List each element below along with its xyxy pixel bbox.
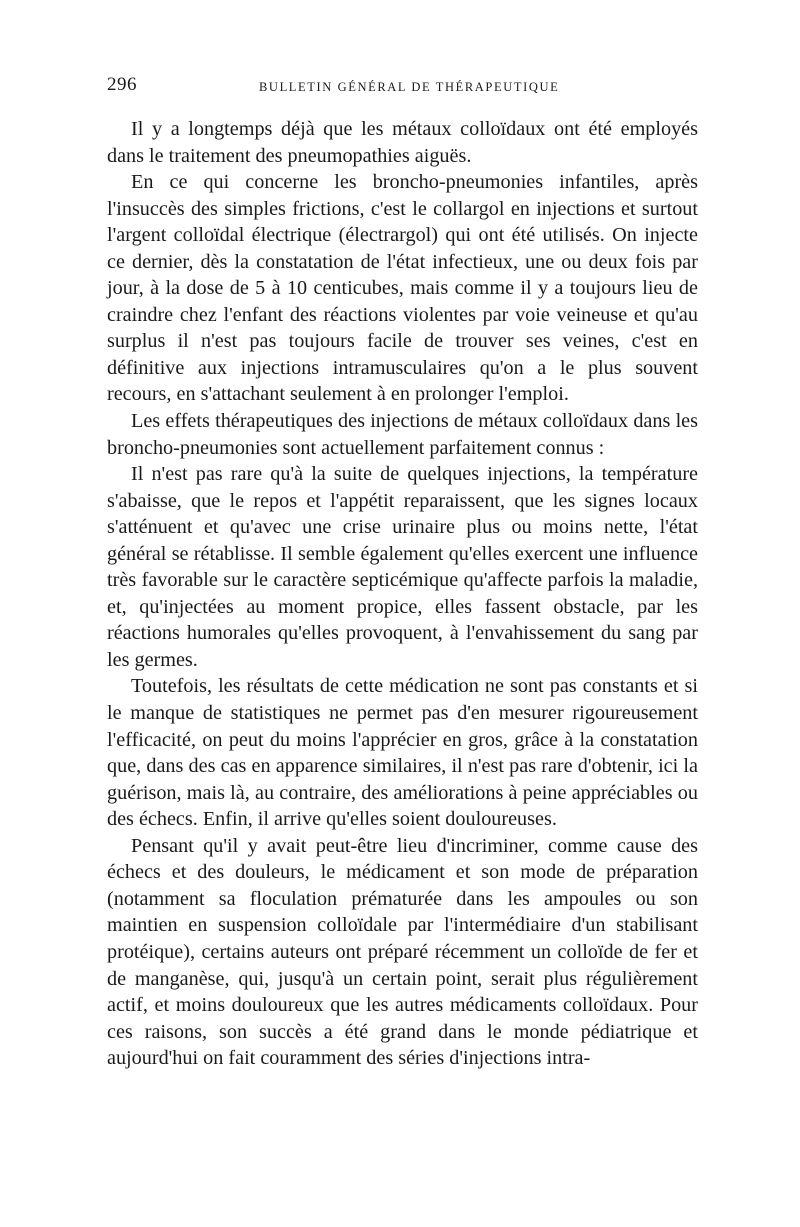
paragraph: Toutefois, les résultats de cette médication ne sont pas constants et si le manque de statistiques ne permet pas d'en mesurer rigoureusement l'efficacité, on peut du moins l'apprécier en gros, grâce à la constatation que, dans des cas en apparence similaires, il n'est pas rare d'obtenir, ici la guérison, mais là, au contraire, des améliorations à peine appréciables ou des échecs. Enfin, il arrive qu'elles soient douloureuses.	[107, 675, 698, 831]
page-number: 296	[107, 74, 137, 95]
page-header	[107, 72, 698, 102]
body-text	[107, 116, 698, 1072]
document-page	[107, 72, 698, 1072]
paragraph: Il n'est pas rare qu'à la suite de quelques injections, la température s'abaisse, que le repos et l'appétit reparaissent, que les signes locaux s'atténuent et qu'avec une crise urinaire plus ou moins nette, l'état général se rétablisse. Il semble également qu'elles exercent une influence très favorable sur le caractère septicémique qu'affecte parfois la maladie, et, qu'injectées au moment propice, elles fassent obstacle, par les réactions humorales qu'elles provoquent, à l'envahissement du sang par les germes.	[107, 463, 698, 671]
paragraph: Les effets thérapeutiques des injections de métaux colloïdaux dans les broncho-pneumonies sont actuellement parfaitement connus :	[107, 410, 698, 459]
paragraph: Il y a longtemps déjà que les métaux colloïdaux ont été employés dans le traitement des pneumopathies aiguës.	[107, 118, 698, 167]
running-title: BULLETIN GÉNÉRAL DE THÉRAPEUTIQUE	[259, 80, 560, 94]
paragraph: Pensant qu'il y avait peut-être lieu d'incriminer, comme cause des échecs et des douleurs, le médicament et son mode de préparation (notamment sa floculation prématurée dans les ampoules ou son maintien en suspension colloïdale par l'intermédiaire d'un stabilisant protéique), certains auteurs ont préparé récemment un colloïde de fer et de manganèse, qui, jusqu'à un certain point, serait plus régulièrement actif, et moins douloureux que les autres médicaments colloïdaux. Pour ces raisons, son succès a été grand dans le monde pédiatrique et aujourd'hui on fait couramment des séries d'injections intra-	[107, 834, 698, 1070]
paragraph: En ce qui concerne les broncho-pneumonies infantiles, après l'insuccès des simples frictions, c'est le collargol en injections et surtout l'argent colloïdal électrique (électrargol) qui ont été utilisés. On injecte ce dernier, dès la constatation de l'état infectieux, une ou deux fois par jour, à la dose de 5 à 10 centicubes, mais comme il y a toujours lieu de craindre chez l'enfant des réactions violentes par voie veineuse et qu'au surplus il n'est pas toujours facile de trouver ses veines, c'est en définitive aux injections intramusculaires qu'on a le plus souvent recours, en s'attachant seulement à en prolonger l'emploi.	[107, 171, 698, 406]
